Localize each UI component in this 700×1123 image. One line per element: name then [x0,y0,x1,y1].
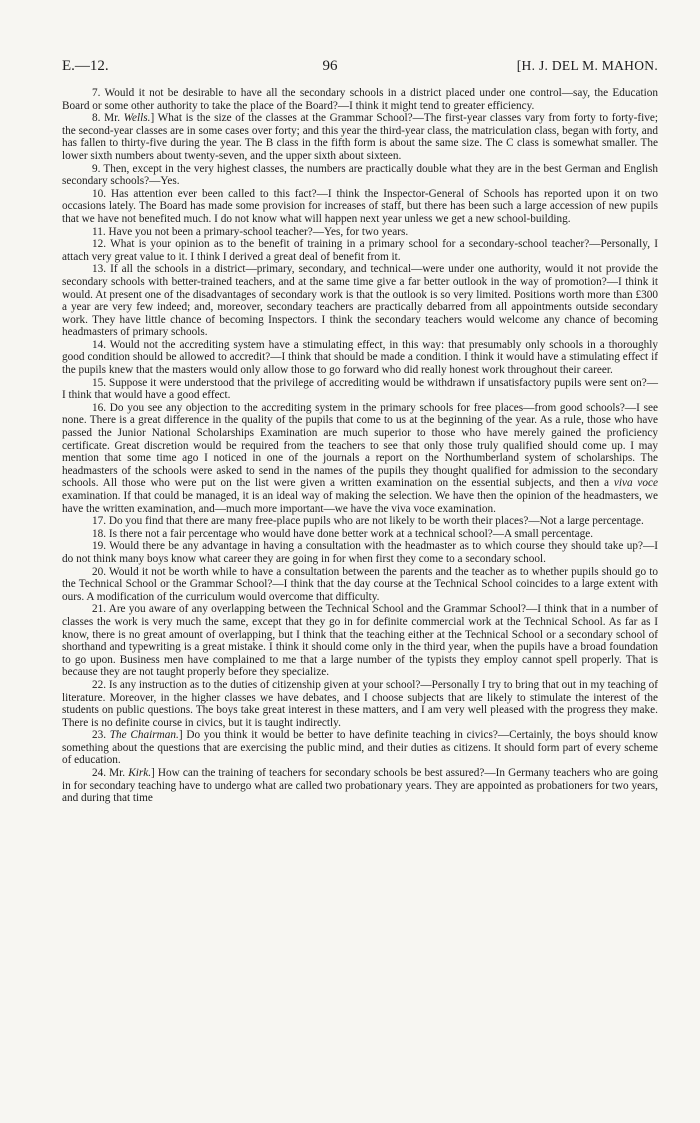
paragraph-text: 22. Is any instruction as to the duties of citizenship given at your school?—Personally I try to bring that out in my teaching of literature. Moreover, in the higher classes we have debates, and I choose subjects that are likely to stimulate the interest of the students on public questions. The boys take great interest in these matters, and I am very well pleased with the progress they make. There is no definite course in civics, but it is taught indirectly. [62,678,658,729]
paragraph-text: 12. What is your opinion as to the benefit of training in a primary school for a secondary-school teacher?—Personally, I attach very great value to it. I think I derived a great deal of benefit from it. [62,238,658,263]
question-paragraph [62,767,658,805]
question-paragraph [62,263,658,339]
paragraph-text: 21. Are you aware of any overlapping between the Technical School and the Grammar School?—I think that in a number of classes the work is very much the same, except that they go in for definite commercial work at the Technical School. As far as I know, there is no great amount of overlapping, but I think that the teaching either at the Technical School or a secondary school of shorthand and typewriting is a great mistake. I think it should come only in the third year, when the pupils have a broad foundation to go upon. Business men have complained to me that a large number of the typists they employ cannot spell properly. That is because they are not taught properly before they specialize. [62,603,658,679]
question-paragraph [62,87,658,112]
question-paragraph [62,603,658,679]
report-reference: E.—12. [62,58,109,74]
question-paragraph [62,540,658,565]
paragraph-text: 23. [92,729,110,742]
question-paragraph [62,339,658,377]
speaker-name: The Chairman. [109,729,179,742]
question-paragraph [62,729,658,767]
paragraph-text: 14. Would not the accrediting system have a stimulating effect, in this way: that presumably only schools in a thoroughly good condition should be allowed to accredit?—I think that should be made a condition. I think it would have a stimulating effect if the pupils knew that the masters would only allow those to go forward who did really honest work throughout their career. [62,338,658,377]
question-paragraph [62,377,658,402]
paragraph-text: 17. Do you find that there are many free-place pupils who are not likely to be worth their places?—Not a large percentage. [92,515,644,528]
paragraph-text: ] Do you think it would be better to have definite teaching in civics?—Certainly, the boys should know something about the questions that are exercising the public mind, and their duties as citizens. It should form part of every scheme of education. [62,729,659,767]
paragraph-text: 8. Mr. [92,112,124,125]
paragraph-text: ] How can the training of teachers for secondary schools be best assured?—In Germany teachers who are going in for secondary teaching have to undergo what are called two probationary years. They are appointed as probationers for two years, and during that time [62,767,658,805]
document-body [62,87,658,805]
paragraph-text: 13. If all the schools in a district—primary, secondary, and technical—were under one authority, would it not provide the secondary schools with better-trained teachers, and at the same time give a far better outlook in the way of promotion?—I think it would. At present one of the disadvantages of secondary work is that the outlook is so very limited. Positions worth more than £300 a year are very few indeed; and, moreover, secondary teachers are practically debarred from all appointments outside secondary work. They have little chance of becoming Inspectors. I think the secondary teachers would welcome any chance of becoming headmasters of primary schools. [62,263,658,339]
paragraph-text: 11. Have you not been a primary-school teacher?—Yes, for two years. [92,225,409,238]
question-paragraph [62,112,658,162]
paragraph-text: ] What is the size of the classes at the Grammar School?—The first-year classes vary from forty to forty-five; the second-year classes are in some cases over forty; and this year the third-year class, the matriculation class, began with forty, and has fallen to thirty-five during the year. The B class in the fifth form is about the same size. The C class is somewhat smaller. The lower sixth numbers about twenty-seven, and the upper sixth about sixteen. [62,112,658,162]
question-paragraph [62,238,658,263]
question-paragraph [62,226,658,239]
paragraph-text: 15. Suppose it were understood that the privilege of accrediting would be withdrawn if unsatisfactory pupils were sent on?—I think that would have a good effect. [62,376,658,402]
speaker-name: Kirk. [128,767,152,780]
speaker-name: Wells. [123,112,151,125]
paragraph-text: 9. Then, except in the very highest classes, the numbers are practically double what they are in the best German and English secondary schools?—Yes. [62,162,658,188]
question-paragraph [62,528,658,541]
speaker-name: viva voce [613,477,658,490]
paragraph-text: 20. Would it not be worth while to have a consultation between the parents and the teacher as to whether pupils should go to the Technical School or the Grammar School?—I think that the day course at the Technical School coincides to a large extent with ours. A modification of the curriculum would overcome that difficulty. [62,565,658,603]
paragraph-text: 18. Is there not a fair percentage who would have done better work at a technical school?—A small percentage. [92,527,594,540]
question-paragraph [62,188,658,226]
page-number: 96 [322,58,338,74]
paragraph-text: examination. If that could be managed, it is an ideal way of making the selection. We have then the opinion of the headmasters, we have the written examination, and—much more important—we have the viva voce examination. [62,490,658,515]
question-paragraph [62,515,658,528]
question-paragraph [62,566,658,604]
paragraph-text: 7. Would it not be desirable to have all the secondary schools in a district placed under one control—say, the Education Board or some other authority to take the place of the Board?—I think it might tend to greater efficiency. [62,87,658,112]
paragraph-text: 19. Would there be any advantage in having a consultation with the headmaster as to which course they should take up?—I do not think many boys know what career they are going in for when first they come to a secondary school. [62,540,658,565]
question-paragraph [62,163,658,188]
paragraph-text: 24. Mr. [92,767,129,780]
witness-name: [H. J. DEL M. MAHON. [516,58,658,73]
question-paragraph [62,679,658,729]
page-header [62,58,658,75]
question-paragraph [62,402,658,515]
paragraph-text: 16. Do you see any objection to the accrediting system in the primary schools for free places—from good schools?—I see none. There is a great difference in the quality of the pupils that come to us at the beginning of the year. As a rule, those who have passed the Junior National Scholarships Examination are much superior to those who have merely gained the proficiency certificate. Great discretion would be required from the teachers to see that only those truly qualified should come up. I may mention that some time ago I noticed in one of the journals a report on the Northumberland system of scholarships. The headmasters of the schools were asked to send in the names of the pupils they thought qualified for admission to the secondary schools. All those who were put on the list were given a written examination on the essential subjects, and then a [62,401,658,490]
paragraph-text: 10. Has attention ever been called to this fact?—I think the Inspector-General of Schools has reported upon it on two occasions lately. The Board has made some provision for increases of staff, but there has been such a large accession of new pupils that we have not benefited much. I do not know what will happen next year unless we get a new school-building. [62,187,658,225]
